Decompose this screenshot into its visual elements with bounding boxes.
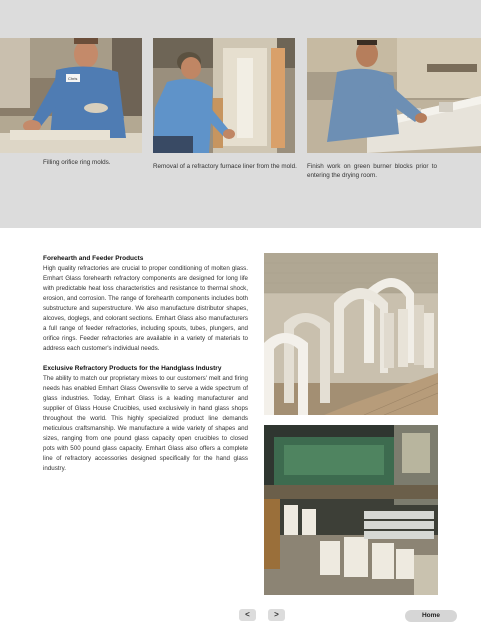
article-text xyxy=(43,254,248,484)
photo-finish-burner-blocks xyxy=(307,38,481,153)
prev-page-button[interactable]: < xyxy=(239,609,256,621)
photo-refractory-arches xyxy=(264,253,438,415)
section-body-handglass: The ability to match our proprietary mixes to our customers' melt and firing needs has enabled Emhart Glass Owensville to serve a wide spectrum of glass industries. Today, Emhart Glass is a leading manufacturer and supplier of Glass House Crucibles, used exclusively in hand glass shops throughout the world. This highly specialized product line demands meticulous craftsmanship. We manufacture a wide variety of shapes and sizes, ranging from one pound glass capacity open crucibles to closed pots with 500 pound glass capacity. Emhart Glass also offers a complete line of refractory accessories designed specifically for the hand glass industry. xyxy=(43,375,248,472)
section-body-forehearth: High quality refractories are crucial to proper conditioning of molten glass. Emhart Glass forehearth refractory components are designed for long life with predictable heat loss characteristics and resistance to thermal shock, erosion, and corrosion. The range of forehearth components includes both substructure and superstructure. We also manufacture distributor shapes, alcoves, doglegs, and colorant sections. Emhart Glass also manufacturers a full range of feeder refractories, including spouts, tubes, plungers, and orifice rings. Feeder refractories are available in a variety of materials to address each customer's individual needs. xyxy=(43,265,248,352)
caption-photo3: Finish work on green burner blocks prior to entering the drying room. xyxy=(307,163,437,179)
home-button[interactable]: Home xyxy=(405,610,457,622)
caption-photo1: Filling orifice ring molds. xyxy=(43,159,111,166)
section-heading-forehearth: Forehearth and Feeder Products xyxy=(43,255,144,262)
svg-text:Chris: Chris xyxy=(68,76,78,81)
section-heading-handglass: Exclusive Refractory Products for the Handglass Industry xyxy=(43,365,222,372)
photo-crucible-shop xyxy=(264,425,438,595)
photo-filling-orifice-ring-molds xyxy=(0,38,142,153)
photo-removal-furnace-liner xyxy=(153,38,295,153)
caption-photo2: Removal of a refractory furnace liner from the mold. xyxy=(153,163,297,170)
next-page-button[interactable]: > xyxy=(268,609,285,621)
